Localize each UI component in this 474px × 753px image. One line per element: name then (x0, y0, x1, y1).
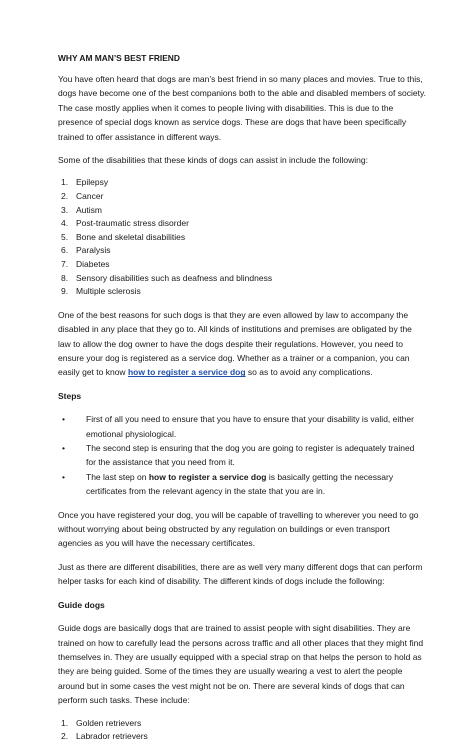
list-item: 3. Autism (61, 204, 102, 215)
list-item: 1. Golden retrievers (61, 717, 142, 728)
list-item: 4. Post-traumatic stress disorder (61, 218, 189, 229)
list-item (58, 470, 426, 499)
list-item: 2. Cancer (61, 191, 104, 202)
list-item-text: Cancer (76, 191, 104, 202)
intro-paragraph: You have often heard that dogs are man’s best friend in so many places and movies. True to this, dogs have become one of the best companions both to the able and disabled members of society. The case mostly applies when it comes to people living with disabilities. This is due to the presence of special dogs known as service dogs. These are dogs that have been specifically trained to offer assistance in different ways. (58, 74, 426, 142)
bullet-icon: • (62, 471, 65, 482)
steps-heading: Steps (58, 390, 82, 401)
list-item: 7. Diabetes (61, 259, 110, 269)
list-item-text: Diabetes (76, 259, 110, 269)
list-item: 2. Labrador retrievers (61, 731, 148, 742)
law-paragraph: One of the best reasons for such dogs is that they are even allowed by law to accompany the disabled in any place that they go to. All kinds of institutions and premises are obligated by the law to allow the dog owner to have the dogs despite their regulations. However, you need to ensure your dog is registered as a service dog. Whether as a trainer or a companion, you can easily get to know how to register a service dog so as to avoid any complications. (58, 309, 412, 378)
list-item-text: Labrador retrievers (76, 731, 148, 742)
breeds-list (58, 717, 426, 744)
list-item-text: Autism (76, 204, 102, 215)
list-item-text: Sensory disabilities such as deafness and blindness (76, 272, 273, 283)
steps-list (58, 412, 426, 498)
list-item-text: Paralysis (76, 245, 111, 256)
list-item-text: The last step on how to register a service dog is basically getting the necessary certificates from the relevant agency in the state that you are in. (86, 471, 394, 497)
guide-dogs-heading: Guide dogs (58, 599, 105, 610)
list-item: 8. Sensory disabilities such as deafness and blindness (61, 272, 273, 283)
list-item-text: Golden retrievers (76, 717, 142, 728)
list-item: 6. Paralysis (61, 245, 111, 256)
list-item-text: Bone and skeletal disabilities (76, 231, 186, 242)
list-item-text: Multiple sclerosis (76, 286, 141, 297)
list-item: 1. Epilepsy (61, 177, 109, 188)
list-item-text: Epilepsy (76, 177, 109, 188)
registered-paragraph: Once you have registered your dog, you will be capable of travelling to wherever you need to go without worrying about being obstructed by any regulation on buildings or even transport agencies as you will have the necessary certificates. (58, 509, 419, 549)
dog-kinds-paragraph: Just as there are different disabilities, there are as well very many different dogs that can perform helper tasks for each kind of disability. The different kinds of dogs include the following: (58, 561, 423, 587)
register-service-dog-link[interactable]: how to register a service dog (127, 367, 246, 378)
document-page (58, 52, 426, 753)
list-item (58, 412, 426, 441)
guide-dogs-paragraph: Guide dogs are basically dogs that are trained to assist people with sight disabilities. They are trained on how to carefully lead the persons across traffic and all other places that they might find themselves in. They are usually equipped with a special strap on that helps the person to hold as they are being guided. Some of the times they are usually wearing a vest to alert the people around but in some cases the vest might not be on. There are several kinds of dogs that can perform such tasks. These include: (58, 623, 424, 706)
list-item-text: First of all you need to ensure that you have to ensure that your disability is valid, either emotional physiological. (86, 414, 414, 439)
list-item: 5. Bone and skeletal disabilities (61, 231, 186, 242)
bullet-icon: • (62, 414, 65, 425)
list-item (58, 441, 426, 470)
bullet-icon: • (62, 443, 65, 454)
list-item: 9. Multiple sclerosis (61, 286, 141, 297)
document-title: WHY AM MAN’S BEST FRIEND (58, 53, 180, 63)
disabilities-intro-paragraph: Some of the disabilities that these kinds of dogs can assist in include the following: (58, 155, 368, 166)
disabilities-list (58, 176, 426, 298)
list-item-text: The second step is ensuring that the dog you are going to register is adequately trained for the assistance that you need from it. (86, 443, 415, 468)
list-item-text: Post-traumatic stress disorder (76, 218, 189, 229)
